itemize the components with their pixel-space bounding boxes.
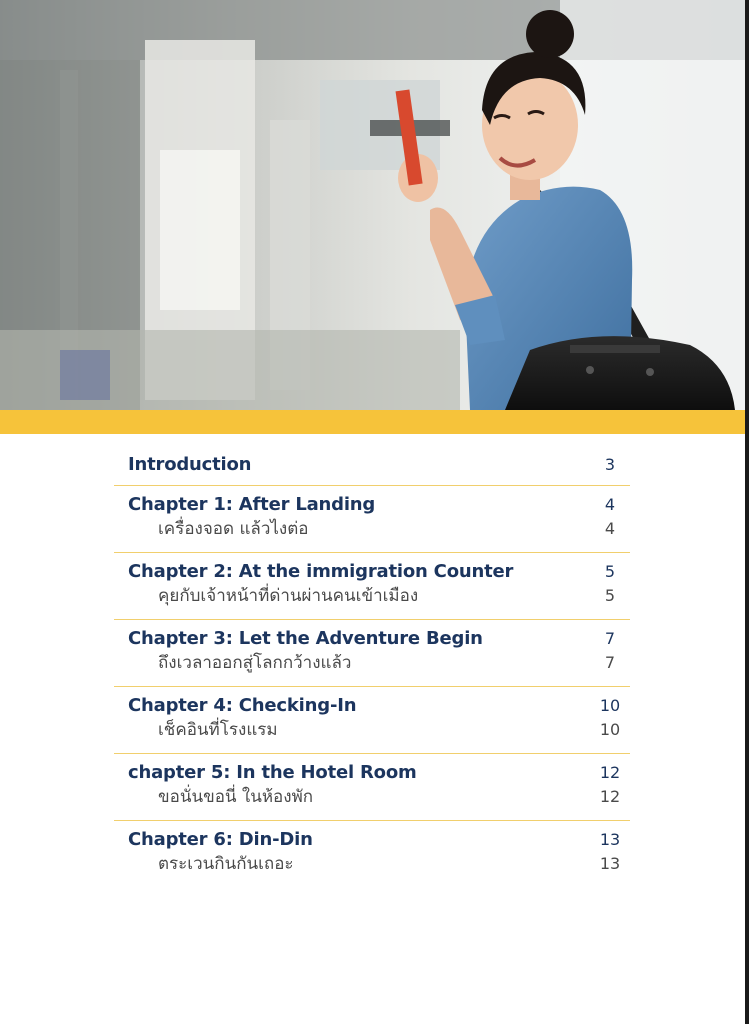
toc-entry-chapter-6[interactable] (114, 821, 630, 887)
hero-photo (0, 0, 749, 410)
toc-subtitle: ตระเวนกินกันเถอะ (158, 854, 294, 874)
toc-title: Chapter 3: Let the Adventure Begin (128, 628, 483, 649)
toc-subpage-number: 4 (604, 519, 616, 538)
toc-title: Chapter 4: Checking-In (128, 695, 357, 716)
toc-entry-chapter-1[interactable] (114, 486, 630, 553)
toc-page-number: 5 (604, 562, 616, 581)
table-of-contents (114, 446, 630, 887)
toc-subtitle: เช็คอินที่โรงแรม (158, 720, 278, 740)
toc-entry-chapter-2[interactable] (114, 553, 630, 620)
toc-title: Introduction (128, 454, 252, 475)
accent-band (0, 410, 749, 434)
toc-page-number: 12 (599, 763, 621, 782)
toc-subpage-number: 5 (604, 586, 616, 605)
toc-subtitle: ถึงเวลาออกสู่โลกกว้างแล้ว (158, 653, 352, 673)
toc-title: Chapter 6: Din-Din (128, 829, 313, 850)
toc-title: chapter 5: In the Hotel Room (128, 762, 417, 783)
toc-page-number: 13 (599, 830, 621, 849)
toc-page-number: 3 (604, 455, 616, 474)
toc-entry-chapter-3[interactable] (114, 620, 630, 687)
toc-entry-chapter-5[interactable] (114, 754, 630, 821)
toc-subpage-number: 10 (599, 720, 621, 739)
toc-subpage-number: 13 (599, 854, 621, 873)
toc-subtitle: คุยกับเจ้าหน้าที่ด่านผ่านคนเข้าเมือง (158, 586, 419, 606)
toc-subtitle: เครื่องจอด แล้วไงต่อ (158, 519, 309, 539)
toc-title: Chapter 2: At the immigration Counter (128, 561, 514, 582)
toc-title: Chapter 1: After Landing (128, 494, 376, 515)
toc-entry-introduction[interactable] (114, 446, 630, 486)
page-edge (745, 0, 749, 1024)
toc-subpage-number: 7 (604, 653, 616, 672)
toc-subpage-number: 12 (599, 787, 621, 806)
toc-page-number: 4 (604, 495, 616, 514)
toc-page-number: 7 (604, 629, 616, 648)
traveler-illustration (0, 0, 749, 410)
toc-subtitle: ขอนั่นขอนี่ ในห้องพัก (158, 787, 314, 807)
toc-entry-chapter-4[interactable] (114, 687, 630, 754)
toc-page-number: 10 (599, 696, 621, 715)
